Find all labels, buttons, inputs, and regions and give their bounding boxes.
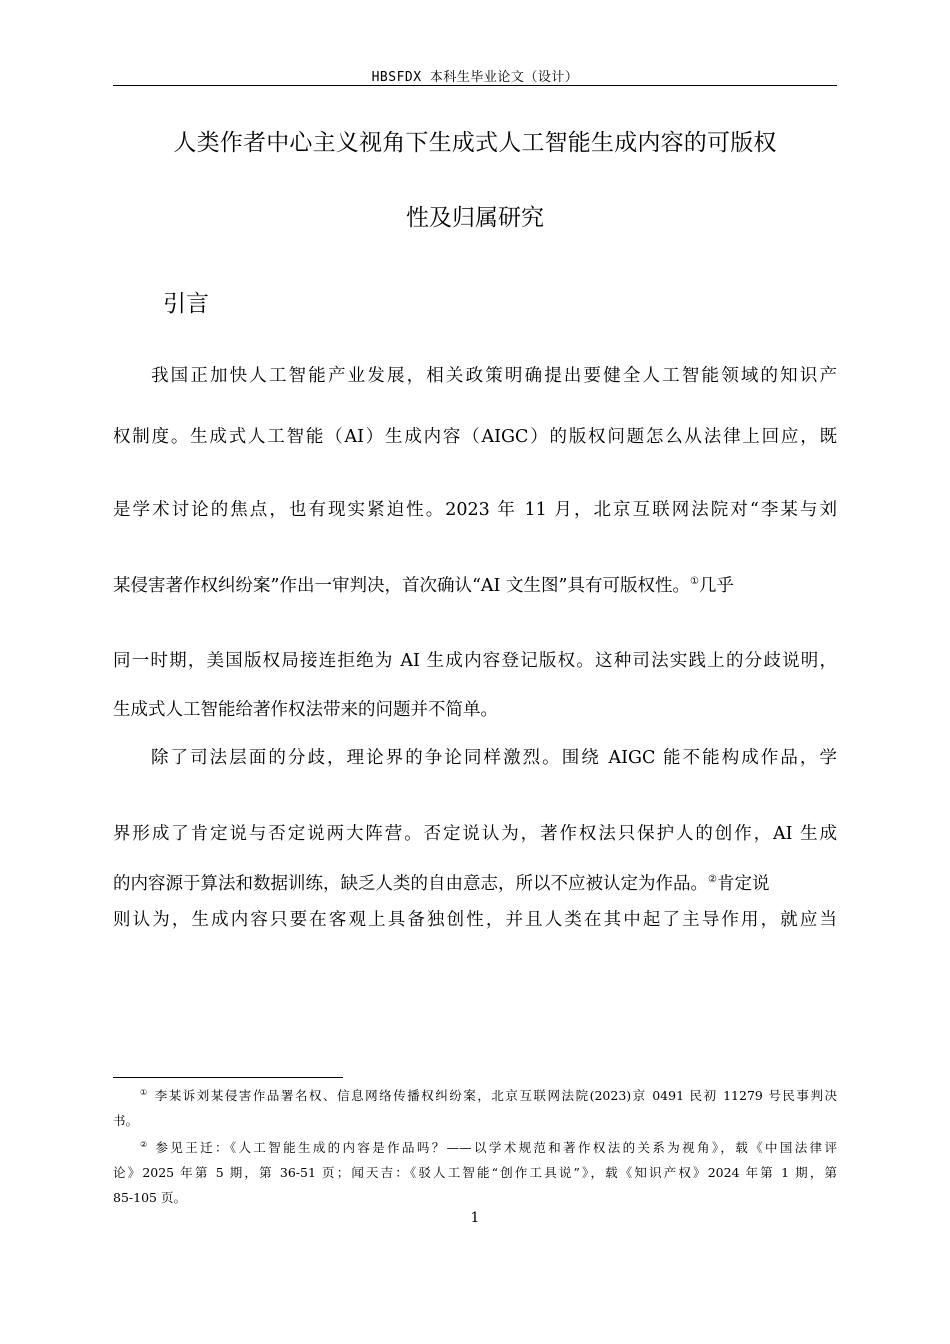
page-number: 1 [470, 1210, 480, 1226]
footnote-1-line-2: 书。 [113, 1113, 139, 1128]
paragraph-2-line-1: 除了司法层面的分歧，理论界的争论同样激烈。围绕 AIGC 能不能构成作品，学 [151, 748, 837, 768]
paragraph-2-line-2: 界形成了肯定说与否定说两大阵营。否定说认为，著作权法只保护人的创作，AI 生成 [113, 824, 837, 844]
paragraph-1-line-2: 权制度。生成式人工智能（AI）生成内容（AIGC）的版权问题怎么从法律上回应，既 [113, 427, 837, 447]
paper-title-line-1: 人类作者中心主义视角下生成式人工智能生成内容的可版权 [173, 130, 777, 156]
paragraph-1-line-5: 同一时期，美国版权局接连拒绝为 AI 生成内容登记版权。这种司法实践上的分歧说明， [113, 651, 837, 671]
paragraph-2-line-4: 则认为，生成内容只要在客观上具备独创性，并且人类在其中起了主导作用，就应当 [113, 910, 837, 930]
paragraph-1-line-4-tail: 几乎 [698, 576, 734, 596]
footnote-ref-2[interactable]: ② [708, 874, 717, 885]
running-header: HBSFDX 本科生毕业论文（设计） [371, 70, 579, 85]
footnote-1-text: 李某诉刘某侵害作品署名权、信息网络传播权纠纷案，北京互联网法院(2023)京 0491 民初 11279 号民事判决 [154, 1088, 837, 1103]
footnote-1-line-1 [140, 1087, 837, 1105]
paragraph-1-line-3: 是学术讨论的焦点，也有现实紧迫性。2023 年 11 月，北京互联网法院对“李某与刘 [113, 500, 837, 520]
paragraph-1-line-4 [113, 574, 837, 598]
paragraph-1-line-6: 生成式人工智能给著作权法带来的问题并不简单。 [113, 700, 498, 720]
footnote-2-line-3: 85-105 页。 [113, 1190, 186, 1205]
paragraph-1-line-1: 我国正加快人工智能产业发展，相关政策明确提出要健全人工智能领域的知识产 [151, 366, 837, 386]
footnote-ref-1[interactable]: ① [689, 576, 699, 587]
footnote-separator [113, 1077, 343, 1078]
header-rule [113, 85, 837, 86]
section-heading: 引言 [163, 291, 209, 317]
paragraph-2-line-3-tail: 肯定说 [716, 874, 770, 894]
footnote-2-marker: ② [140, 1140, 150, 1149]
paragraph-1-line-4-text: 某侵害著作权纠纷案”作出一审判决，首次确认“AI 文生图”具有可版权性。 [113, 576, 690, 596]
paragraph-2-line-3 [113, 872, 837, 896]
paragraph-2-line-3-text: 的内容源于算法和数据训练，缺乏人类的自由意志，所以不应被认定为作品。 [113, 874, 708, 894]
footnote-2-text: 参见王迁：《人工智能生成的内容是作品吗？——以学术规范和著作权法的关系为视角》，载《中国法律评 [155, 1140, 837, 1155]
paper-title-line-2: 性及归属研究 [406, 205, 544, 231]
footnote-2-line-1 [140, 1139, 837, 1157]
footnote-2-line-2: 论》2025 年第 5 期，第 36-51 页；闻天吉：《驳人工智能“创作工具说”》，载《知识产权》2024 年第 1 期，第 [113, 1165, 837, 1180]
footnote-1-marker: ① [140, 1088, 149, 1097]
